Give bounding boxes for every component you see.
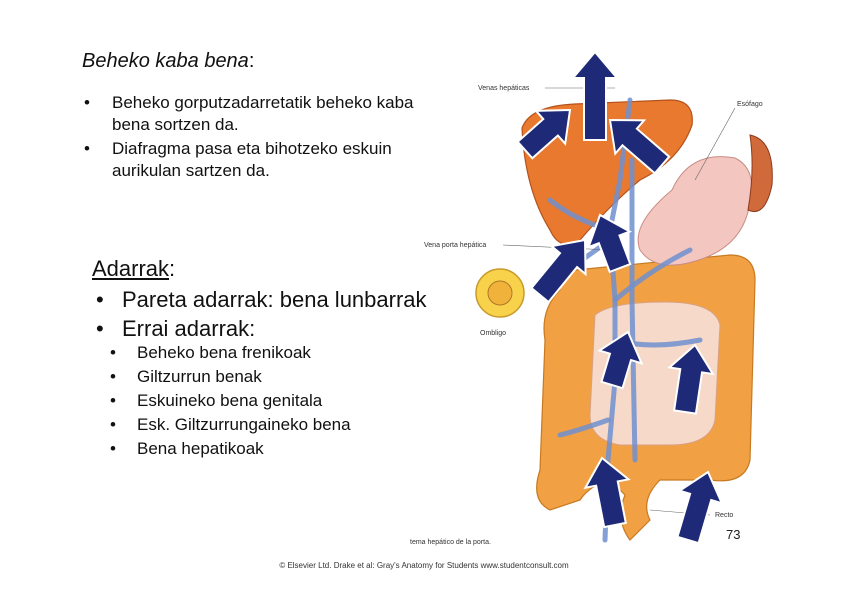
spleen-shape [748, 135, 772, 212]
label-vena-porta: Vena porta hepática [424, 242, 487, 249]
page-number: 73 [726, 527, 741, 542]
branches-sub-list [110, 341, 351, 461]
branch-sub-item: • Bena hepatikoak [110, 437, 351, 461]
branches-heading-suffix: : [169, 256, 176, 281]
top-bullet-item: • Diafragma pasa eta bihotzeko eskuin aurikulan sartzen da. [82, 138, 452, 182]
label-recto: Recto [715, 512, 734, 519]
title-suffix: : [248, 50, 255, 72]
branches-heading [92, 256, 175, 282]
top-bullet-list [82, 92, 452, 184]
slide-title [82, 50, 254, 73]
branch-main-item: • Errai adarrak: [92, 314, 427, 343]
top-bullet-item: • Beheko gorputzadarretatik beheko kaba bena sortzen da. [82, 92, 452, 136]
label-ombligo: Ombligo [480, 330, 507, 337]
branch-sub-item: • Beheko bena frenikoak [110, 341, 351, 365]
umbilicus-inner [488, 281, 512, 305]
branch-sub-item: • Giltzurrun benak [110, 365, 351, 389]
ivc-line [632, 160, 635, 460]
branches-heading-text: Adarrak [92, 256, 170, 281]
branch-sub-item: • Esk. Giltzurrungaineko bena [110, 413, 351, 437]
label-venas-hepaticas: Venas hepáticas [478, 85, 530, 92]
title-text: Beheko kaba bena [82, 50, 249, 72]
flow-arrow [677, 472, 721, 543]
branch-sub-item: • Eskuineko bena genitala [110, 389, 351, 413]
portal-system-illustration [410, 40, 785, 550]
copyright-credit: © Elsevier Ltd. Drake et al: Gray's Anatomy for Students www.studentconsult.com [279, 561, 569, 570]
label-sistema: tema hepático de la porta. [410, 539, 491, 546]
branch-main-item: • Pareta adarrak: bena lunbarrak [92, 285, 427, 314]
label-esofago: Esófago [737, 101, 763, 108]
branches-main-list [92, 285, 427, 343]
